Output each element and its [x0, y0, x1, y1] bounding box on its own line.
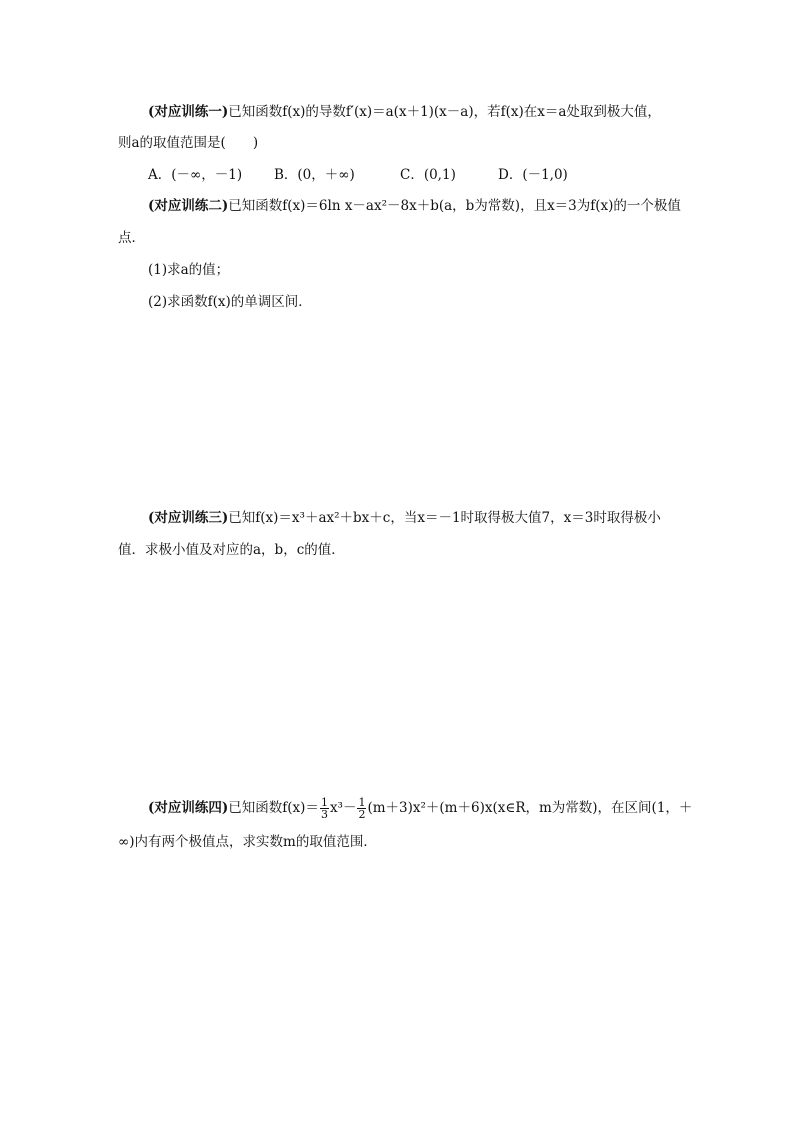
fraction2-denominator: 2 [358, 808, 366, 821]
fraction1-numerator: 1 [320, 796, 328, 809]
problem2-sub2: (2)求函数f(x)的单调区间． [148, 294, 312, 310]
option-d: D．(－1,0) [498, 167, 568, 183]
option-b: B．(0，＋∞) [274, 167, 355, 183]
problem3-label: (对应训练三) [148, 510, 229, 526]
problem3-text: 已知f(x)＝x³＋ax²＋bx＋c，当x＝－1时取得极大值7，x＝3时取得极小 [228, 510, 661, 526]
problem3-line2: 值．求极小值及对应的a，b，c的值． [118, 542, 345, 558]
problem4-text-b: x³－ [329, 800, 357, 816]
option-a: A．(－∞，－1) [148, 167, 243, 183]
problem2-text: 已知函数f(x)＝6ln x－ax²－8x＋b(a，b为常数)，且x＝3为f(x)的一个极值 [228, 198, 681, 214]
problem1-label: (对应训练一) [148, 104, 229, 120]
problem4-text-a: 已知函数f(x)＝ [228, 800, 319, 816]
problem2-sub1: (1)求a的值； [148, 262, 230, 278]
problem1-text: 已知函数f(x)的导数f′(x)＝a(x＋1)(x－a)，若f(x)在x＝a处取到极大值， [228, 104, 661, 120]
problem3-line1 [148, 508, 708, 528]
fraction1-denominator: 3 [320, 808, 328, 821]
problem1-line1 [148, 102, 708, 122]
problem2-line2: 点． [118, 230, 145, 246]
problem4-text-c: (m＋3)x²＋(m＋6)x(x∈R，m为常数)，在区间(1，＋ [367, 800, 693, 816]
option-c: C．(0,1) [400, 167, 456, 183]
problem1-options [148, 165, 668, 185]
problem2-label: (对应训练二) [148, 198, 229, 214]
problem4-line1 [148, 795, 708, 821]
fraction-one-half [357, 797, 366, 820]
problem4-label: (对应训练四) [148, 800, 229, 816]
fraction-one-third [320, 797, 329, 820]
problem2-line1 [148, 196, 708, 216]
fraction2-numerator: 1 [358, 796, 366, 809]
problem4-line2: ∞)内有两个极值点，求实数m的取值范围． [118, 834, 377, 850]
problem1-line2: 则a的取值范围是( ) [118, 135, 259, 151]
